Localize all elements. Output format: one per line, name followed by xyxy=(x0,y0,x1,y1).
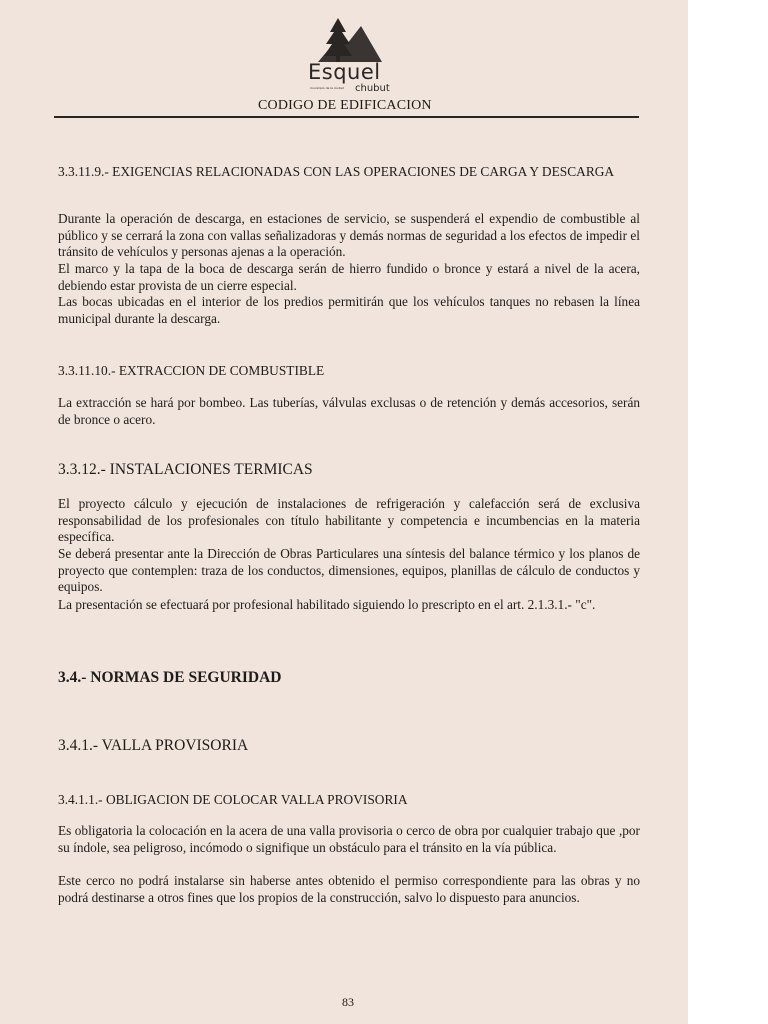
logo-name: Esquel xyxy=(308,60,381,84)
document-title: CODIGO DE EDIFICACION xyxy=(258,98,432,113)
section-heading-3-3-12: 3.3.12.- INSTALACIONES TERMICAS xyxy=(58,461,313,478)
mountain-tree-icon xyxy=(316,16,384,64)
paragraph: Durante la operación de descarga, en estaciones de servicio, se suspenderá el expendio de combustible al público y se cerrará la zona con vallas señalizadoras y demás normas de seguridad a los efectos de impedir el tránsito de vehículos y personas ajenas a la operación. xyxy=(58,211,640,259)
section-heading-3-4-1: 3.4.1.- VALLA PROVISORIA xyxy=(58,737,249,754)
paragraph: Este cerco no podrá instalarse sin haberse antes obtenido el permiso correspondiente para las obras y no podrá destinarse a otros fines que los propios de la construcción, salvo lo dispuesto para anuncios. xyxy=(58,873,640,905)
paragraph: La extracción se hará por bombeo. Las tuberías, válvulas exclusas o de retención y demás accesorios, serán de bronce o acero. xyxy=(58,395,640,427)
paragraph: Las bocas ubicadas en el interior de los predios permitirán que los vehículos tanques no rebasen la línea municipal durante la descarga. xyxy=(58,294,640,326)
paragraph: El marco y la tapa de la boca de descarga serán de hierro fundido o bronce y estará a nivel de la acera, debiendo estar provista de un cierre especial. xyxy=(58,261,640,293)
paragraph: Se deberá presentar ante la Dirección de Obras Particulares una síntesis del balance térmico y los planos de proyecto que contemplen: traza de los conductos, dimensiones, equipos, planillas de cálculo de conductos y equipos. xyxy=(58,546,640,594)
paragraph: Es obligatoria la colocación en la acera de una valla provisoria o cerco de obra por cualquier trabajo que ,por su índole, sea peligroso, incómodo o signifique un obstáculo para el tránsito en la vía pública. xyxy=(58,823,640,855)
logo-motto: municipio de la ciudad xyxy=(310,86,344,90)
header-rule xyxy=(54,116,639,118)
section-heading-3-4-1-1: 3.4.1.1.- OBLIGACION DE COLOCAR VALLA PROVISORIA xyxy=(58,792,408,807)
logo-region: chubut xyxy=(355,83,390,94)
paragraph: El proyecto cálculo y ejecución de instalaciones de refrigeración y calefacción será de exclusiva responsabilidad de los profesionales con título habilitante y competencia e incumbencias en la materia específica. xyxy=(58,496,640,544)
paragraph: La presentación se efectuará por profesional habilitado siguiendo lo prescripto en el art. 2.1.3.1.- "c". xyxy=(58,597,596,612)
section-heading-3-3-11-9: 3.3.11.9.- EXIGENCIAS RELACIONADAS CON LAS OPERACIONES DE CARGA Y DESCARGA xyxy=(58,164,615,179)
esquel-logo xyxy=(300,16,400,96)
section-heading-3-3-11-10: 3.3.11.10.- EXTRACCION DE COMBUSTIBLE xyxy=(58,363,325,378)
page-number: 83 xyxy=(342,995,354,1009)
section-heading-3-4: 3.4.- NORMAS DE SEGURIDAD xyxy=(58,669,282,686)
